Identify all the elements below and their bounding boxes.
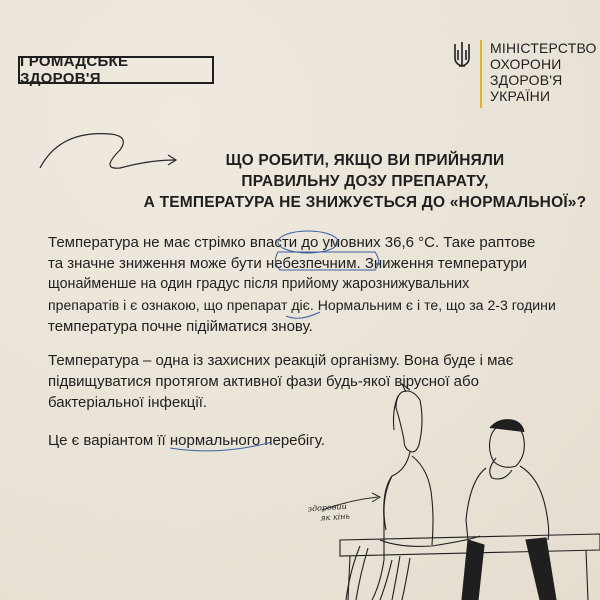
question-heading (140, 150, 590, 213)
question-line: ПРАВИЛЬНУ ДОЗУ ПРЕПАРАТУ, (241, 173, 489, 190)
trident-icon (452, 40, 472, 70)
ministry-line: МІНІСТЕРСТВО (490, 40, 597, 56)
caption-line: здоровий (307, 501, 348, 514)
text-line: температура почне підійматися знову. (48, 318, 313, 335)
paragraph-2 (48, 350, 568, 413)
text-line: Температура не має стрімко впасти до умовних 36,6 °С. Таке раптове (48, 234, 536, 251)
ministry-line: ЗДОРОВ'Я (490, 72, 563, 88)
text-line: Це є варіантом її нормального перебігу. (48, 432, 325, 449)
paragraph-3 (48, 430, 568, 451)
text-line: щонайменше на один градус після прийому жарознижувальних (48, 276, 470, 292)
question-line: ЩО РОБИТИ, ЯКЩО ВИ ПРИЙНЯЛИ (225, 152, 505, 169)
ministry-name (490, 40, 597, 104)
text-line: підвищуватися протягом активної фази будь-якої вірусної або (48, 373, 479, 390)
accent-divider (480, 40, 482, 108)
caption-line: як кінь (320, 511, 351, 523)
ministry-line: ОХОРОНИ (490, 56, 562, 72)
ministry-logo (452, 40, 597, 108)
text-line: препаратів і є ознакою, що препарат діє. Нормальним є і те, що за 2-3 години (48, 297, 556, 313)
illustration-caption (307, 502, 350, 525)
text-line: бактеріальної інфекції. (48, 394, 208, 411)
question-line: А ТЕМПЕРАТУРА НЕ ЗНИЖУЄТЬСЯ ДО «НОРМАЛЬНОЇ»? (143, 194, 587, 211)
section-badge: ГРОМАДСЬКЕ ЗДОРОВ'Я (18, 56, 214, 84)
text-line: Температура – одна із захисних реакцій організму. Вона буде і має (48, 352, 514, 369)
paragraph-1 (48, 232, 568, 337)
text-line: та значне зниження може бути небезпечним. Зниження температури (48, 255, 528, 272)
ministry-line: УКРАЇНИ (490, 88, 551, 104)
